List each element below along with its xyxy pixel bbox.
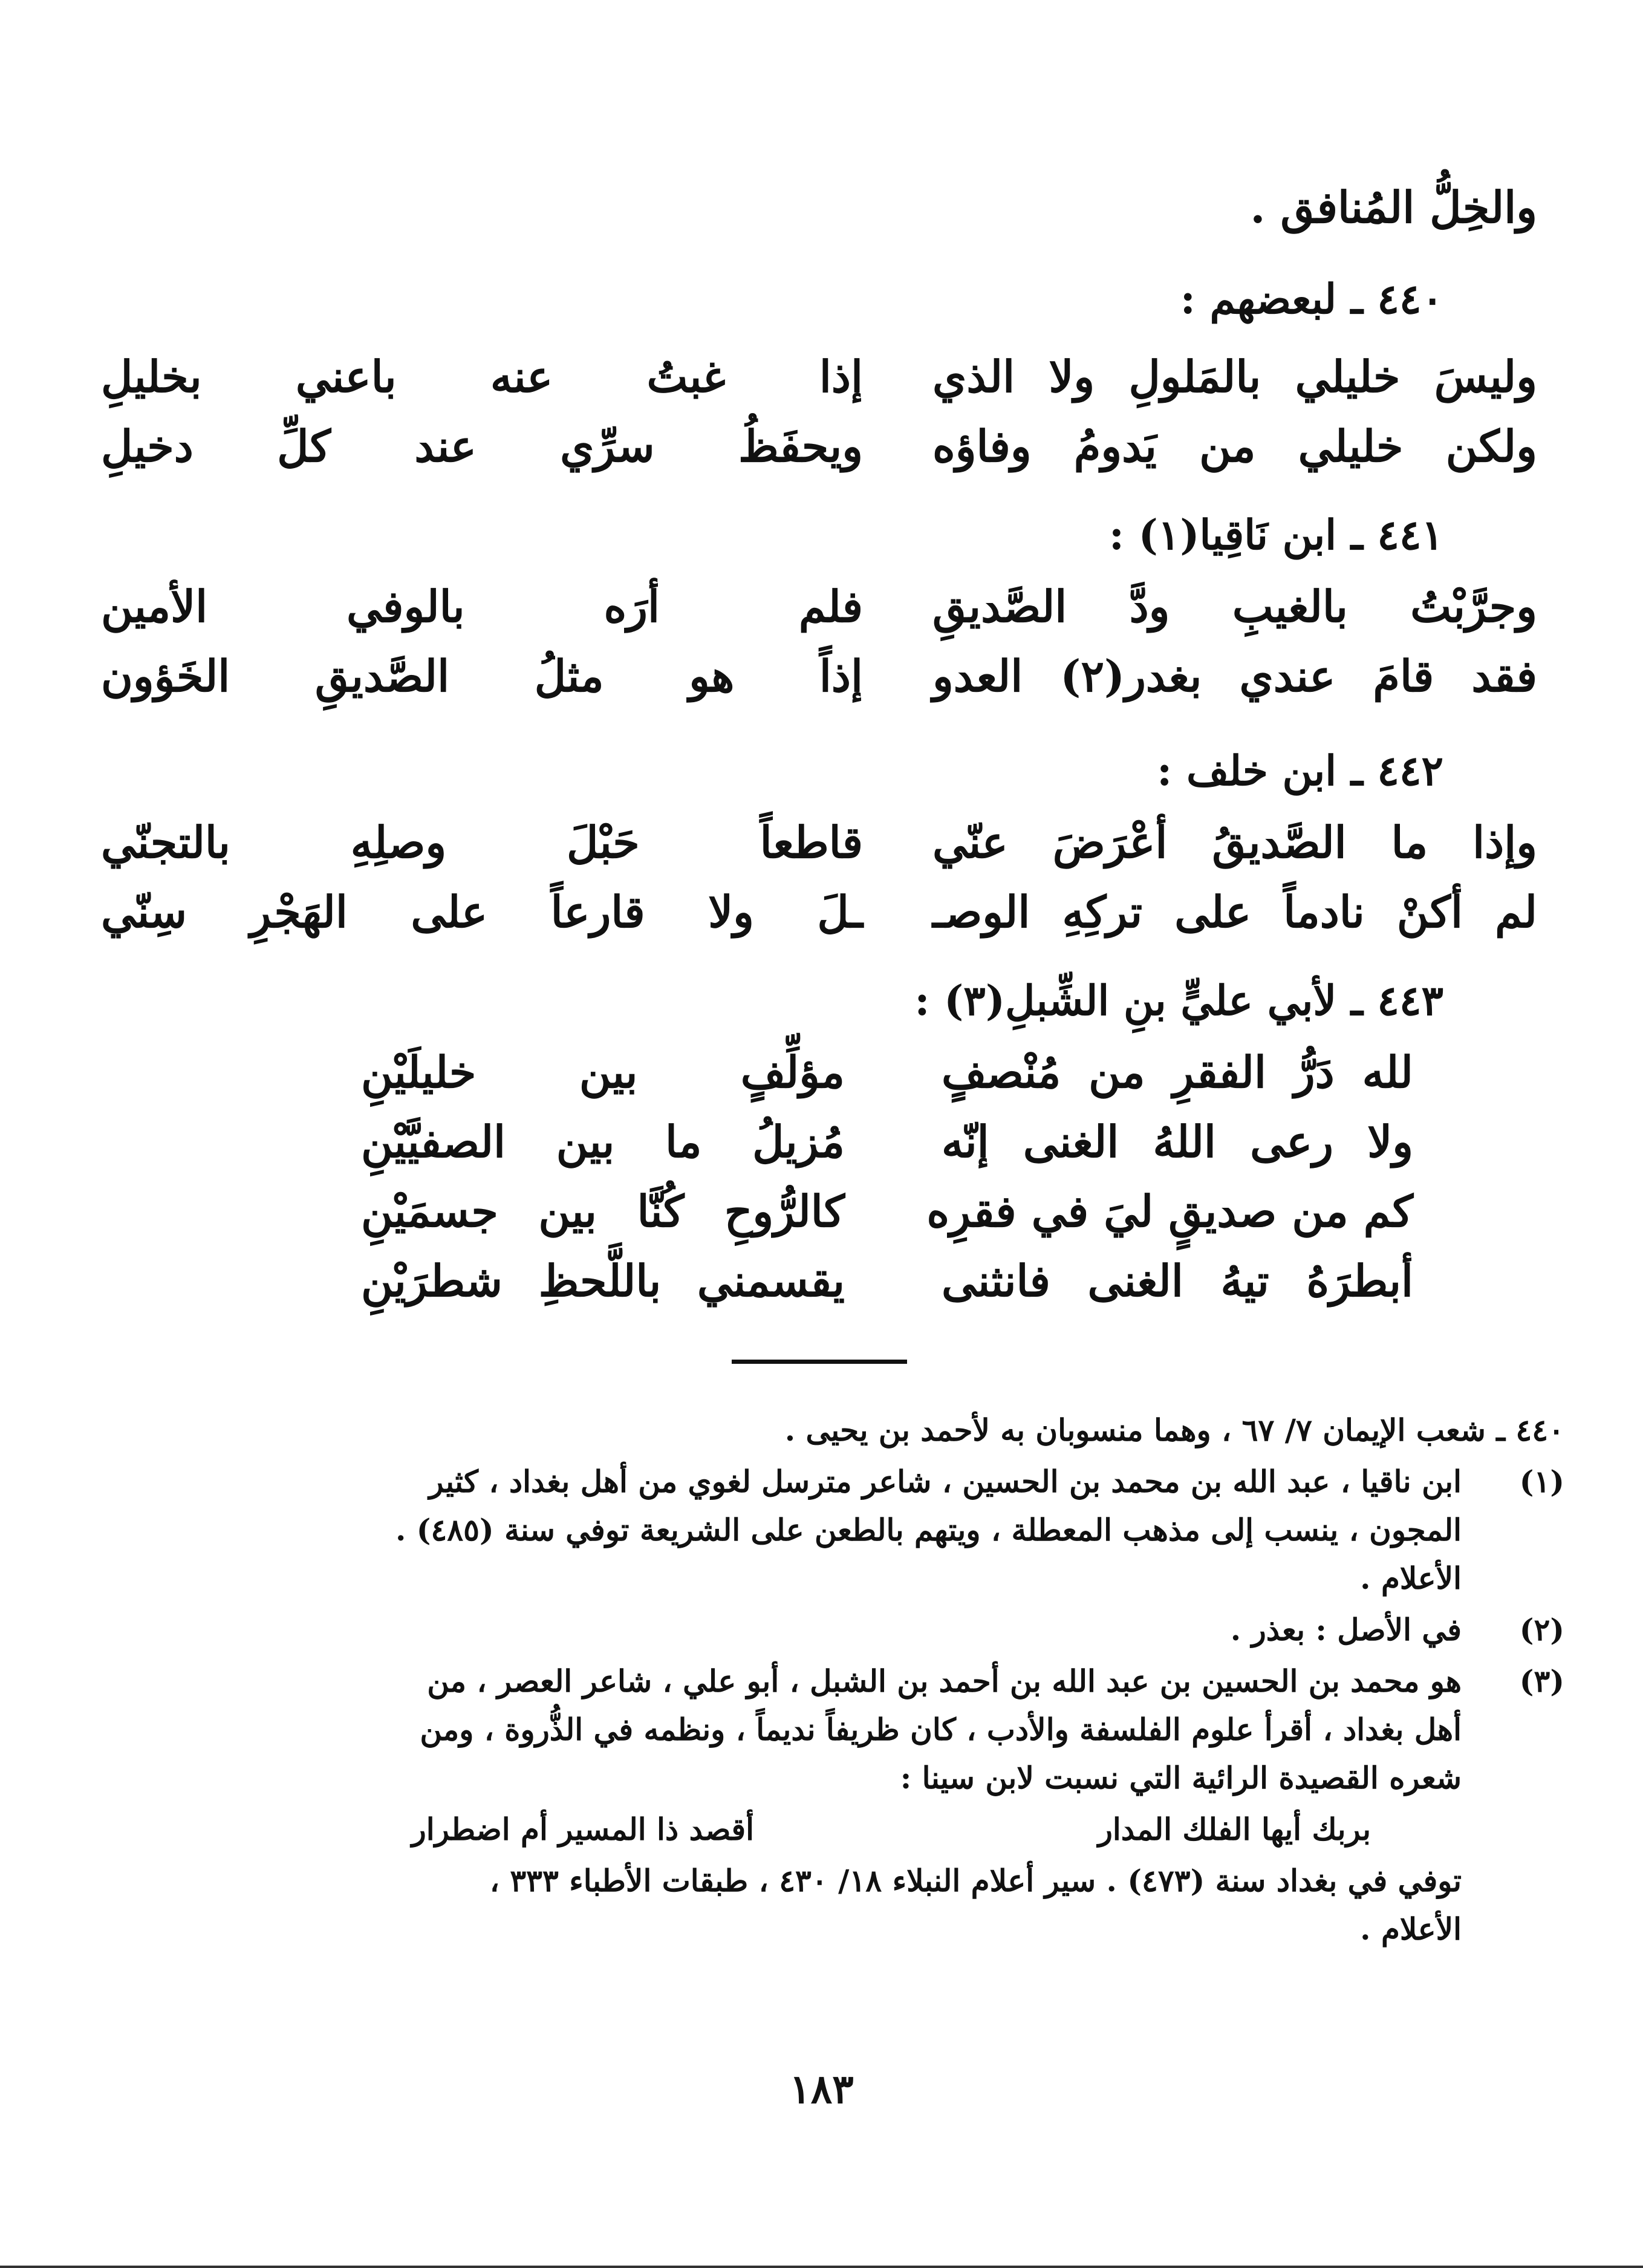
entry-440-heading: ٤٤٠ ـ لبعضهم : — [1180, 275, 1443, 324]
footnote-2-text: في الأصل : بعذر . — [1230, 1612, 1462, 1647]
intro-line: والخِلُّ المُنافق . — [1250, 181, 1537, 233]
footnote-3-verse-first: بربك أيها الفلك المدار — [1098, 1811, 1371, 1847]
footnote-separator — [732, 1360, 907, 1364]
entry-443-verse-1-first: لله دَرُّ الفقرِ من مُنْصفٍ — [942, 1046, 1413, 1098]
footnote-1-line-3: الأعلام . — [1360, 1560, 1462, 1596]
entry-442-verse-2-first: لم أكنْ نادماً على تركِهِ الوصـ — [932, 886, 1537, 937]
entry-442-verse-2-second: ـلَ ولا قارعاً على الهَجْرِ سِنّي — [101, 886, 863, 937]
entry-443-verse-3-first: كم من صديقٍ ليَ في فقرِه — [926, 1185, 1413, 1237]
entry-442-verse-1-second: قاطعاً حَبْلَ وصلِهِ بالتجنّي — [101, 816, 863, 868]
footnote-1-number: (١) — [1519, 1464, 1564, 1499]
footnote-1-line-1: ابن ناقيا ، عبد الله بن محمد بن الحسين ، شاعر مترسل لغوي من أهل بغداد ، كثير — [429, 1464, 1462, 1499]
scan-bottom-edge — [0, 2266, 1643, 2268]
entry-441-verse-1-first: وجرَّبْتُ بالغيبِ ودَّ الصَّديقِ — [932, 581, 1537, 632]
footnote-3-line-2: أهل بغداد ، أقرأ علوم الفلسفة والأدب ، كان ظريفاً نديماً ، ونظمه في الذُّروة ، ومن — [420, 1712, 1462, 1747]
entry-443-verse-4-first: أبطرَهُ تيهُ الغنى فانثنى — [942, 1255, 1413, 1306]
entry-440-verse-1-second: إذا غبتُ عنه باعني بخليلِ — [101, 351, 863, 402]
page-number: ١٨٣ — [789, 2065, 854, 2113]
entry-441-verse-2-second: إذاً هو مثلُ الصَّديقِ الخَؤون — [101, 650, 863, 702]
entry-443-verse-4-second: يقسمني باللَّحظِ شطرَيْنِ — [361, 1255, 845, 1306]
footnote-3-verse-second: أقصد ذا المسير أم اضطرار — [411, 1811, 754, 1847]
entry-440-verse-1-first: وليسَ خليلي بالمَلولِ ولا الذي — [932, 351, 1537, 402]
entry-442-heading: ٤٤٢ ـ ابن خلف : — [1157, 747, 1443, 795]
entry-443-verse-1-second: مؤلِّفٍ بين خليلَيْنِ — [361, 1046, 845, 1098]
entry-443-heading: ٤٤٣ ـ لأبي عليٍّ بنِ الشِّبلِ(٣) : — [914, 977, 1443, 1025]
footnote-1-line-2: المجون ، ينسب إلى مذهب المعطلة ، ويتهم بالطعن على الشريعة توفي سنة (٤٨٥) . — [395, 1512, 1462, 1548]
footnote-3-after-2: الأعلام . — [1360, 1911, 1462, 1947]
footnote-3-number: (٣) — [1519, 1663, 1564, 1699]
entry-440-verse-2-second: ويحفَظُ سرِّي عند كلِّ دخيلِ — [101, 420, 863, 472]
entry-443-verse-3-second: كالرُّوحِ كُنَّا بين جسمَيْنِ — [361, 1185, 845, 1237]
entry-442-verse-1-first: وإذا ما الصَّديقُ أعْرَضَ عنّي — [932, 816, 1537, 868]
entry-441-heading: ٤٤١ ـ ابن نَاقِيا(١) : — [1108, 511, 1443, 559]
footnote-3-line-3: شعره القصيدة الرائية التي نسبت لابن سينا : — [900, 1760, 1462, 1796]
entry-443-verse-2-first: ولا رعى اللهُ الغنى إنّه — [942, 1116, 1413, 1167]
footnote-440: ٤٤٠ ـ شعب الإيمان ٧/ ٦٧ ، وهما منسوبان به لأحمد بن يحيى . — [784, 1412, 1564, 1448]
entry-441-verse-2-first: فقد قامَ عندي بغدر(٢) العدو — [932, 650, 1537, 702]
footnote-2-number: (٢) — [1519, 1612, 1564, 1647]
entry-441-verse-1-second: فلم أرَه بالوفي الأمين — [101, 581, 863, 632]
entry-440-verse-2-first: ولكن خليلي من يَدومُ وفاؤه — [932, 420, 1537, 472]
footnote-3-line-1: هو محمد بن الحسين بن عبد الله بن أحمد بن الشبل ، أبو علي ، شاعر العصر ، من — [427, 1663, 1462, 1699]
footnote-3-after-1: توفي في بغداد سنة (٤٧٣) . سير أعلام النبلاء ١٨/ ٤٣٠ ، طبقات الأطباء ٣٣٣ ، — [489, 1863, 1462, 1898]
entry-443-verse-2-second: مُزيلُ ما بين الصفيَّيْنِ — [361, 1116, 845, 1167]
